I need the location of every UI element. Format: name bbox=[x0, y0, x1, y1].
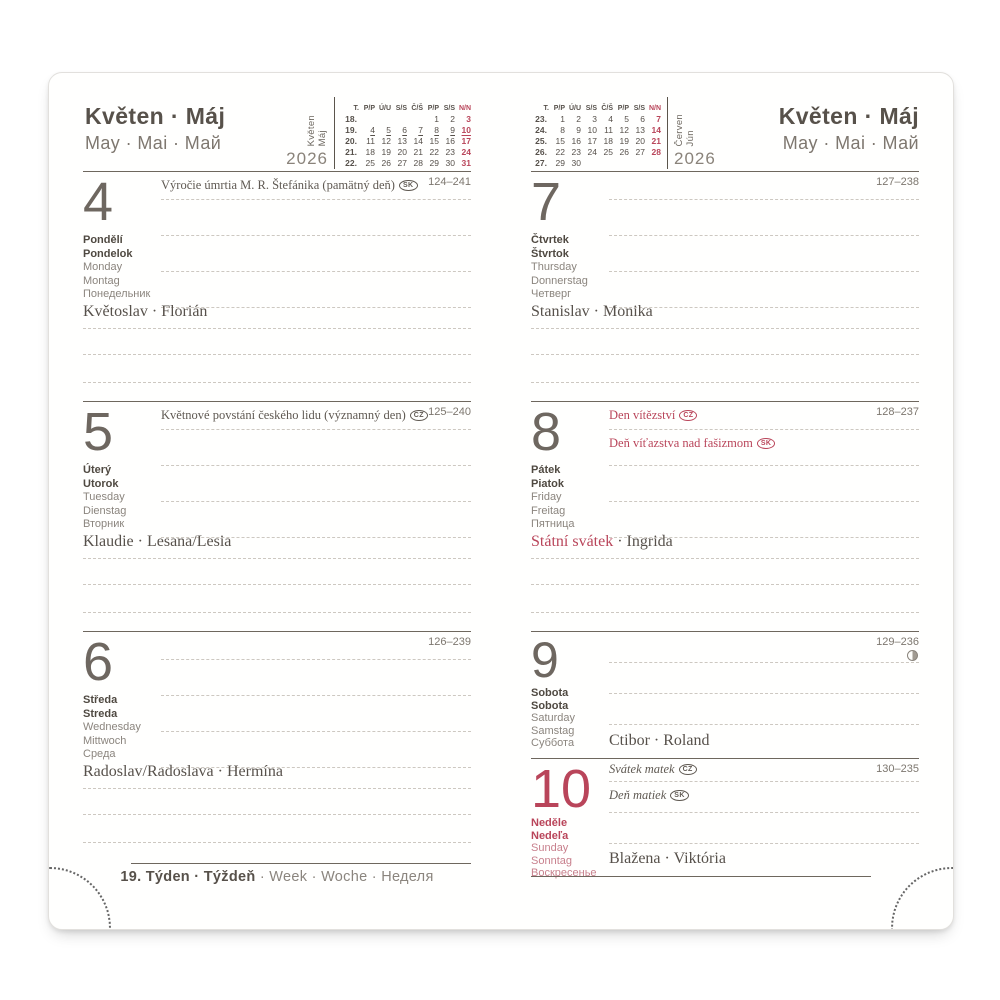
mini-cal-day-cell: 20 bbox=[397, 147, 407, 157]
mini-cal-day-cell: 20 bbox=[635, 136, 645, 146]
day-name-ru: Четверг bbox=[531, 288, 572, 300]
vertical-label-month-sk: Jún bbox=[685, 129, 696, 146]
page-number: 126–239 bbox=[428, 636, 471, 648]
writing-line bbox=[531, 354, 919, 355]
mini-cal-day-cell: 19 bbox=[381, 147, 391, 157]
mini-cal-day-cell: 17 bbox=[461, 136, 471, 146]
day-block-friday-8 bbox=[531, 401, 919, 632]
day-name-sk: Pondelok bbox=[83, 247, 133, 260]
mini-cal-day-cell: 16 bbox=[445, 136, 455, 146]
day-name-cs: Úterý bbox=[83, 464, 112, 476]
mini-cal-day-cell: 4 bbox=[608, 114, 613, 124]
block-end-line bbox=[531, 876, 871, 877]
mini-calendar-may bbox=[341, 104, 471, 169]
writing-line bbox=[609, 236, 919, 272]
day-number-column bbox=[531, 759, 607, 880]
writing-line bbox=[161, 466, 471, 502]
mini-cal-day-cell: 2 bbox=[450, 114, 455, 124]
day-name-de: Freitag bbox=[531, 504, 566, 517]
day-block-tuesday-5 bbox=[83, 401, 471, 632]
year-label: 2026 bbox=[674, 149, 716, 168]
writing-line bbox=[161, 632, 471, 660]
mini-cal-week-number: 24. bbox=[535, 125, 547, 135]
mini-cal-day-cell: 14 bbox=[413, 136, 423, 146]
day-names bbox=[531, 687, 607, 750]
mini-cal-day-cell: 12 bbox=[619, 125, 629, 135]
mini-cal-day-cell: 18 bbox=[603, 136, 613, 146]
header-divider bbox=[334, 97, 335, 169]
day-name-en: Monday bbox=[83, 261, 123, 273]
holiday-note: Výročie úmrtia M. R. Štefánika (pamätný deň) SK bbox=[161, 172, 471, 193]
mini-cal-day-cell: 26 bbox=[381, 158, 391, 168]
day-name-sk: Piatok bbox=[531, 477, 565, 490]
day-names bbox=[531, 234, 607, 302]
mini-cal-day-cell: 16 bbox=[571, 136, 581, 146]
observance-note-sk: Deň matiek SK bbox=[609, 782, 919, 803]
mini-cal-day-cell: 12 bbox=[381, 136, 391, 146]
page-number: 129–236 bbox=[876, 636, 919, 661]
writing-line bbox=[83, 382, 471, 383]
mini-cal-day-cell: 10 bbox=[587, 125, 597, 135]
mini-cal-day-cell: 3 bbox=[466, 114, 471, 124]
day-number-column bbox=[531, 402, 607, 532]
nameday-row: Ctibor · Roland bbox=[609, 732, 710, 749]
day-name-de: Sonntag bbox=[531, 854, 572, 867]
month-subtitle: May · Mai · Май bbox=[85, 133, 222, 153]
mini-cal-day-cell: 11 bbox=[366, 136, 375, 146]
mini-cal-day-cell bbox=[359, 114, 375, 125]
day-number: 8 bbox=[531, 402, 562, 462]
mini-cal-day-cell bbox=[375, 114, 391, 125]
mini-cal-day-cell: 13 bbox=[635, 125, 645, 135]
mini-cal-day-cell: 27 bbox=[397, 158, 407, 168]
mini-cal-header-cell: Ú/U bbox=[378, 105, 391, 112]
mini-cal-day-cell: 21 bbox=[413, 147, 423, 157]
writing-line bbox=[609, 663, 919, 694]
mini-cal-day-cell: 5 bbox=[386, 125, 391, 135]
mini-cal-day-cell: 31 bbox=[461, 158, 471, 168]
day-name-de: Dienstag bbox=[83, 504, 127, 517]
mini-cal-day-cell: 3 bbox=[592, 114, 597, 124]
mini-cal-header-cell: T. bbox=[353, 105, 359, 112]
day-name-en: Wednesday bbox=[83, 721, 141, 733]
mini-cal-day-cell: 29 bbox=[555, 158, 565, 168]
mini-cal-header-cell: Ú/U bbox=[568, 105, 581, 112]
mini-cal-day-cell bbox=[407, 114, 423, 125]
day-number-column bbox=[531, 172, 607, 302]
mini-cal-day-cell: 23 bbox=[571, 147, 581, 157]
page-number: 127–238 bbox=[876, 176, 919, 188]
day-number-column bbox=[83, 172, 159, 302]
vertical-month-label-left bbox=[286, 115, 328, 169]
day-names bbox=[83, 694, 159, 762]
mini-cal-day-cell: 8 bbox=[434, 125, 439, 135]
page-left bbox=[83, 73, 471, 929]
day-number: 9 bbox=[531, 632, 559, 688]
writing-line bbox=[531, 584, 919, 585]
day-number-column bbox=[531, 632, 607, 750]
nameday-row: Klaudie · Lesana/Lesia bbox=[83, 530, 471, 559]
writing-lines bbox=[161, 172, 471, 308]
day-name-ru: Воскресенье bbox=[531, 867, 597, 879]
mini-cal-day-cell: 15 bbox=[429, 136, 439, 146]
month-title-block-left bbox=[85, 103, 225, 154]
mini-cal-header-cell: S/S bbox=[585, 105, 597, 112]
mini-cal-day-cell bbox=[629, 158, 645, 169]
mini-cal-header-cell: S/S bbox=[395, 105, 407, 112]
day-name-ru: Понедельник bbox=[83, 288, 151, 300]
mini-cal-day-cell: 7 bbox=[656, 114, 661, 124]
day-names bbox=[531, 464, 607, 532]
mini-cal-day-cell: 22 bbox=[555, 147, 565, 157]
vertical-month-label-right bbox=[674, 114, 716, 169]
day-block-monday-4 bbox=[83, 171, 471, 402]
day-name-cs: Neděle bbox=[531, 817, 568, 829]
mini-cal-week-number: 20. bbox=[345, 136, 357, 146]
day-number: 6 bbox=[83, 632, 114, 692]
mini-cal-day-cell: 24 bbox=[587, 147, 597, 157]
page-number: 130–235 bbox=[876, 763, 919, 775]
mini-cal-day-cell: 5 bbox=[624, 114, 629, 124]
day-number: 7 bbox=[531, 172, 562, 232]
writing-line bbox=[161, 696, 471, 732]
day-block-saturday-9 bbox=[531, 631, 919, 759]
vertical-label-month: Červen bbox=[674, 113, 685, 146]
month-title: Květen · Máj bbox=[778, 103, 919, 129]
mini-cal-week-number: 18. bbox=[345, 114, 357, 124]
country-badge-sk: SK bbox=[757, 438, 776, 449]
day-name-cs: Středa bbox=[83, 694, 118, 706]
day-name-ru: Суббота bbox=[531, 737, 575, 749]
writing-lines bbox=[609, 172, 919, 308]
mini-cal-day-cell: 6 bbox=[640, 114, 645, 124]
mini-cal-day-cell: 17 bbox=[587, 136, 597, 146]
mini-cal-day-cell: 6 bbox=[402, 125, 407, 135]
mini-cal-week-number: 26. bbox=[535, 147, 547, 157]
writing-line bbox=[83, 354, 471, 355]
country-badge-cz: CZ bbox=[679, 764, 697, 775]
mini-cal-week-number: 27. bbox=[535, 158, 547, 168]
day-name-cs: Pondělí bbox=[83, 234, 123, 246]
mini-cal-day-cell: 11 bbox=[604, 125, 613, 135]
mini-cal-day-cell bbox=[613, 158, 629, 169]
mini-cal-day-cell: 30 bbox=[571, 158, 581, 168]
mini-cal-day-cell: 25 bbox=[603, 147, 613, 157]
mini-cal-day-cell bbox=[645, 158, 661, 169]
day-number-column bbox=[83, 402, 159, 532]
mini-cal-header-cell: P/P bbox=[553, 105, 565, 112]
writing-lines bbox=[609, 402, 919, 538]
mini-cal-day-cell: 25 bbox=[365, 158, 375, 168]
mini-cal-week-number: 19. bbox=[345, 125, 357, 135]
mini-cal-day-cell: 24 bbox=[461, 147, 471, 157]
mini-cal-week-number: 22. bbox=[345, 158, 357, 168]
country-badge-sk: SK bbox=[670, 790, 689, 801]
holiday-note-sk: Deň víťazstva nad fašizmom SK bbox=[609, 430, 919, 451]
writing-line bbox=[83, 842, 471, 843]
day-name-cs: Pátek bbox=[531, 464, 561, 476]
vertical-label-month-sk: Máj bbox=[317, 129, 328, 146]
writing-line bbox=[609, 466, 919, 502]
mini-cal-day-cell: 8 bbox=[560, 125, 565, 135]
mini-cal-day-cell: 7 bbox=[418, 125, 423, 135]
header-divider bbox=[667, 97, 668, 169]
mini-cal-day-cell: 2 bbox=[576, 114, 581, 124]
mini-cal-week-number: 25. bbox=[535, 136, 547, 146]
writing-lines bbox=[161, 402, 471, 538]
day-name-cs: Čtvrtek bbox=[531, 234, 569, 246]
writing-line bbox=[83, 612, 471, 613]
mini-cal-week-number: 23. bbox=[535, 114, 547, 124]
writing-line bbox=[531, 612, 919, 613]
day-name-en: Saturday bbox=[531, 712, 576, 724]
mini-cal-header-cell: P/P bbox=[363, 105, 375, 112]
year-label: 2026 bbox=[286, 149, 328, 168]
nameday-row: Stanislav · Monika bbox=[531, 300, 919, 329]
mini-cal-week-number: 21. bbox=[345, 147, 357, 157]
mini-cal-day-cell: 4 bbox=[370, 125, 375, 135]
mini-cal-day-cell: 18 bbox=[365, 147, 375, 157]
day-names bbox=[83, 234, 159, 302]
mini-cal-day-cell: 14 bbox=[651, 125, 661, 135]
mini-cal-day-cell: 10 bbox=[461, 125, 471, 135]
mini-cal-day-cell: 22 bbox=[429, 147, 439, 157]
diary-spread bbox=[48, 72, 954, 930]
mini-cal-day-cell: 21 bbox=[651, 136, 661, 146]
observance-note-cz: Svátek matek CZ bbox=[609, 759, 919, 777]
nameday-row: Radoslav/Radoslava · Hermína bbox=[83, 760, 471, 789]
writing-line bbox=[161, 660, 471, 696]
day-name-cs: Sobota bbox=[531, 687, 569, 699]
mini-cal-header-cell: S/S bbox=[443, 105, 455, 112]
mini-cal-day-cell: 15 bbox=[555, 136, 565, 146]
day-name-sk: Štvrtok bbox=[531, 247, 569, 260]
mini-cal-day-cell: 28 bbox=[413, 158, 423, 168]
mini-cal-day-cell: 9 bbox=[450, 125, 455, 135]
month-title-block-right bbox=[779, 103, 919, 154]
mini-cal-day-cell bbox=[391, 114, 407, 125]
day-name-de: Donnerstag bbox=[531, 274, 588, 287]
holiday-note-cz: Den vítězství CZ bbox=[609, 402, 919, 423]
mini-cal-day-cell: 30 bbox=[445, 158, 455, 168]
country-badge-cz: CZ bbox=[679, 410, 697, 421]
writing-line bbox=[161, 430, 471, 466]
day-number: 5 bbox=[83, 402, 114, 462]
day-name-ru: Вторник bbox=[83, 518, 125, 530]
month-title: Květen · Máj bbox=[85, 103, 226, 129]
header-calendar-cluster-left bbox=[286, 97, 471, 169]
mini-cal-day-cell: 13 bbox=[397, 136, 407, 146]
mini-cal-day-cell bbox=[597, 158, 613, 169]
nameday-row: Květoslav · Florián bbox=[83, 300, 471, 329]
mini-cal-day-cell: 1 bbox=[434, 114, 439, 124]
writing-lines bbox=[609, 759, 919, 844]
writing-line bbox=[531, 382, 919, 383]
footer-divider bbox=[131, 863, 471, 864]
day-name-ru: Пятница bbox=[531, 518, 575, 530]
writing-line bbox=[609, 200, 919, 236]
day-name-sk: Streda bbox=[83, 707, 118, 720]
header-calendar-cluster-right bbox=[531, 97, 716, 169]
day-name-en: Friday bbox=[531, 491, 562, 503]
day-block-thursday-7 bbox=[531, 171, 919, 402]
mini-cal-day-cell: 27 bbox=[635, 147, 645, 157]
day-name-en: Thursday bbox=[531, 261, 577, 273]
mini-cal-header-cell: T. bbox=[543, 105, 549, 112]
day-name-sk: Utorok bbox=[83, 477, 119, 490]
day-name-de: Mittwoch bbox=[83, 734, 127, 747]
mini-cal-day-cell: 9 bbox=[576, 125, 581, 135]
day-name-sk: Nedeľa bbox=[531, 829, 569, 842]
writing-line bbox=[609, 172, 919, 200]
mini-cal-header-cell: N/N bbox=[648, 105, 661, 112]
day-block-sunday-10 bbox=[531, 758, 919, 877]
day-name-en: Tuesday bbox=[83, 491, 125, 503]
day-number: 10 bbox=[531, 759, 592, 819]
mini-cal-header-cell: S/S bbox=[633, 105, 645, 112]
page-number: 125–240 bbox=[428, 406, 471, 418]
day-name-sk: Sobota bbox=[531, 699, 569, 712]
day-names bbox=[531, 817, 607, 880]
mini-cal-day-cell: 23 bbox=[445, 147, 455, 157]
writing-line bbox=[161, 236, 471, 272]
writing-line bbox=[609, 632, 919, 663]
mini-cal-header-cell: N/N bbox=[458, 105, 471, 112]
writing-lines bbox=[161, 632, 471, 768]
day-number-column bbox=[83, 632, 159, 762]
writing-line bbox=[609, 694, 919, 725]
day-names bbox=[83, 464, 159, 532]
mini-cal-header-cell: Č/Š bbox=[411, 105, 423, 112]
mini-cal-day-cell: 1 bbox=[560, 114, 565, 124]
page-right bbox=[531, 73, 919, 929]
month-subtitle: May · Mai · Май bbox=[782, 133, 919, 153]
mini-cal-day-cell: 28 bbox=[651, 147, 661, 157]
day-name-de: Montag bbox=[83, 274, 120, 287]
day-block-wednesday-6 bbox=[83, 631, 471, 862]
mini-cal-header-cell: Č/Š bbox=[601, 105, 613, 112]
holiday-note: Květnové povstání českého lidu (významný den) CZ bbox=[161, 402, 471, 423]
writing-line bbox=[83, 814, 471, 815]
nameday-row: Státní svátek · Ingrida bbox=[531, 530, 919, 559]
vertical-label-month: Květen bbox=[306, 114, 317, 146]
mini-cal-day-cell: 26 bbox=[619, 147, 629, 157]
day-name-en: Sunday bbox=[531, 842, 569, 854]
nameday-row: Blažena · Viktória bbox=[609, 850, 726, 867]
country-badge-cz: CZ bbox=[410, 410, 428, 421]
page-number: 128–237 bbox=[876, 406, 919, 418]
country-badge-sk: SK bbox=[399, 180, 418, 191]
page-number: 124–241 bbox=[428, 176, 471, 188]
mini-cal-day-cell: 29 bbox=[429, 158, 439, 168]
writing-line bbox=[609, 813, 919, 844]
mini-calendar-june bbox=[531, 104, 661, 169]
day-number: 4 bbox=[83, 172, 114, 232]
writing-line bbox=[161, 200, 471, 236]
mini-cal-header-cell: P/P bbox=[617, 105, 629, 112]
day-name-de: Samstag bbox=[531, 724, 575, 737]
day-name-ru: Среда bbox=[83, 748, 116, 760]
writing-lines bbox=[609, 632, 919, 725]
week-footer: 19. Týden · Týždeň · Week · Woche · Неделя bbox=[120, 869, 434, 885]
writing-line bbox=[83, 584, 471, 585]
mini-cal-header-cell: P/P bbox=[427, 105, 439, 112]
mini-cal-day-cell bbox=[581, 158, 597, 169]
mini-cal-day-cell: 19 bbox=[619, 136, 629, 146]
